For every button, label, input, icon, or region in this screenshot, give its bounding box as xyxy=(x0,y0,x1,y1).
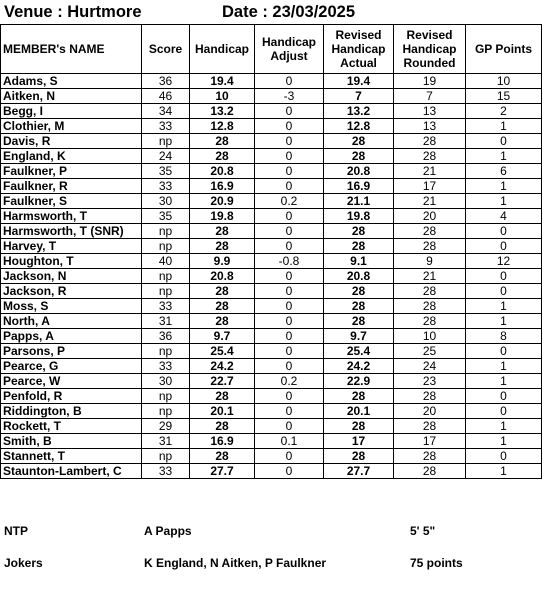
handicap-cell: 9.9 xyxy=(190,254,255,269)
revised-actual-cell: 16.9 xyxy=(324,179,394,194)
revised-rounded-cell: 28 xyxy=(394,134,466,149)
handicap-adjust-cell: 0 xyxy=(255,119,324,134)
handicap-cell: 28 xyxy=(190,149,255,164)
member-name: Riddington, B xyxy=(1,404,142,419)
revised-rounded-cell: 28 xyxy=(394,149,466,164)
gp-points-cell: 1 xyxy=(466,179,542,194)
revised-actual-cell: 28 xyxy=(324,314,394,329)
table-row xyxy=(1,344,542,359)
score-cell: np xyxy=(142,269,190,284)
member-name: Clothier, M xyxy=(1,119,142,134)
table-row xyxy=(1,374,542,389)
revised-rounded-cell: 19 xyxy=(394,74,466,89)
handicap-cell: 25.4 xyxy=(190,344,255,359)
handicap-cell: 20.1 xyxy=(190,404,255,419)
table-row xyxy=(1,359,542,374)
member-name: Staunton-Lambert, C xyxy=(1,464,142,479)
gp-points-cell: 0 xyxy=(466,344,542,359)
revised-rounded-cell: 28 xyxy=(394,224,466,239)
handicap-cell: 22.7 xyxy=(190,374,255,389)
revised-actual-cell: 20.8 xyxy=(324,269,394,284)
score-cell: 33 xyxy=(142,359,190,374)
revised-rounded-cell: 23 xyxy=(394,374,466,389)
member-name: Jackson, N xyxy=(1,269,142,284)
ntp-winner: A Papps xyxy=(144,524,192,538)
handicap-cell: 10 xyxy=(190,89,255,104)
results-body xyxy=(1,74,542,479)
handicap-cell: 13.2 xyxy=(190,104,255,119)
revised-rounded-cell: 7 xyxy=(394,89,466,104)
gp-points-cell: 1 xyxy=(466,314,542,329)
revised-rounded-cell: 20 xyxy=(394,404,466,419)
revised-actual-cell: 20.8 xyxy=(324,164,394,179)
gp-points-cell: 12 xyxy=(466,254,542,269)
gp-points-cell: 1 xyxy=(466,464,542,479)
member-name: Stannett, T xyxy=(1,449,142,464)
handicap-cell: 28 xyxy=(190,224,255,239)
score-cell: 29 xyxy=(142,419,190,434)
gp-points-cell: 15 xyxy=(466,89,542,104)
handicap-cell: 27.7 xyxy=(190,464,255,479)
gp-points-cell: 8 xyxy=(466,329,542,344)
gp-points-cell: 0 xyxy=(466,239,542,254)
handicap-cell: 28 xyxy=(190,134,255,149)
member-name: Begg, I xyxy=(1,104,142,119)
revised-rounded-cell: 10 xyxy=(394,329,466,344)
handicap-adjust-cell: 0 xyxy=(255,284,324,299)
table-row xyxy=(1,89,542,104)
table-row xyxy=(1,104,542,119)
revised-rounded-cell: 28 xyxy=(394,239,466,254)
member-name: Rockett, T xyxy=(1,419,142,434)
member-name: Pearce, G xyxy=(1,359,142,374)
handicap-cell: 28 xyxy=(190,299,255,314)
revised-actual-cell: 19.4 xyxy=(324,74,394,89)
table-row xyxy=(1,299,542,314)
table-row xyxy=(1,164,542,179)
revised-actual-cell: 27.7 xyxy=(324,464,394,479)
results-table xyxy=(0,24,542,479)
member-name: Harvey, T xyxy=(1,239,142,254)
gp-points-cell: 0 xyxy=(466,269,542,284)
revised-rounded-cell: 28 xyxy=(394,299,466,314)
handicap-adjust-cell: 0.1 xyxy=(255,434,324,449)
handicap-adjust-cell: 0 xyxy=(255,104,324,119)
table-row xyxy=(1,284,542,299)
revised-rounded-cell: 21 xyxy=(394,164,466,179)
table-row xyxy=(1,74,542,89)
score-cell: 36 xyxy=(142,329,190,344)
revised-rounded-cell: 21 xyxy=(394,194,466,209)
handicap-cell: 16.9 xyxy=(190,179,255,194)
handicap-adjust-cell: 0 xyxy=(255,404,324,419)
handicap-cell: 9.7 xyxy=(190,329,255,344)
score-cell: 33 xyxy=(142,119,190,134)
handicap-cell: 19.4 xyxy=(190,74,255,89)
revised-actual-cell: 24.2 xyxy=(324,359,394,374)
handicap-adjust-cell: 0.2 xyxy=(255,194,324,209)
handicap-adjust-cell: 0 xyxy=(255,149,324,164)
handicap-adjust-cell: 0 xyxy=(255,164,324,179)
revised-actual-cell: 28 xyxy=(324,284,394,299)
score-cell: 35 xyxy=(142,164,190,179)
table-row xyxy=(1,194,542,209)
revised-rounded-cell: 21 xyxy=(394,269,466,284)
table-row xyxy=(1,239,542,254)
member-name: Penfold, R xyxy=(1,389,142,404)
table-row xyxy=(1,449,542,464)
revised-rounded-cell: 28 xyxy=(394,419,466,434)
gp-points-cell: 1 xyxy=(466,434,542,449)
col-header-handicap-adjust: Handicap Adjust xyxy=(255,25,324,74)
handicap-cell: 19.8 xyxy=(190,209,255,224)
revised-rounded-cell: 20 xyxy=(394,209,466,224)
revised-actual-cell: 9.7 xyxy=(324,329,394,344)
member-name: Papps, A xyxy=(1,329,142,344)
revised-rounded-cell: 17 xyxy=(394,179,466,194)
gp-points-cell: 0 xyxy=(466,284,542,299)
member-name: Pearce, W xyxy=(1,374,142,389)
revised-rounded-cell: 13 xyxy=(394,119,466,134)
table-row xyxy=(1,134,542,149)
gp-points-cell: 4 xyxy=(466,209,542,224)
score-cell: 31 xyxy=(142,434,190,449)
revised-rounded-cell: 28 xyxy=(394,314,466,329)
handicap-adjust-cell: 0 xyxy=(255,134,324,149)
table-row xyxy=(1,209,542,224)
revised-actual-cell: 28 xyxy=(324,224,394,239)
handicap-cell: 28 xyxy=(190,389,255,404)
handicap-adjust-cell: 0 xyxy=(255,344,324,359)
revised-actual-cell: 28 xyxy=(324,449,394,464)
member-name: Jackson, R xyxy=(1,284,142,299)
handicap-adjust-cell: 0 xyxy=(255,299,324,314)
jokers-label: Jokers xyxy=(4,556,43,570)
handicap-adjust-cell: 0 xyxy=(255,209,324,224)
handicap-cell: 28 xyxy=(190,284,255,299)
handicap-adjust-cell: 0 xyxy=(255,179,324,194)
table-row xyxy=(1,314,542,329)
jokers-value: 75 points xyxy=(410,556,463,570)
member-name: Harmsworth, T (SNR) xyxy=(1,224,142,239)
member-name: Houghton, T xyxy=(1,254,142,269)
score-cell: 30 xyxy=(142,194,190,209)
revised-actual-cell: 28 xyxy=(324,149,394,164)
table-row xyxy=(1,119,542,134)
table-header-row xyxy=(1,25,542,74)
handicap-cell: 24.2 xyxy=(190,359,255,374)
gp-points-cell: 1 xyxy=(466,359,542,374)
score-cell: np xyxy=(142,389,190,404)
member-name: Moss, S xyxy=(1,299,142,314)
col-header-gp-points: GP Points xyxy=(466,25,542,74)
score-cell: 34 xyxy=(142,104,190,119)
handicap-adjust-cell: 0 xyxy=(255,224,324,239)
score-cell: 35 xyxy=(142,209,190,224)
score-cell: np xyxy=(142,404,190,419)
revised-rounded-cell: 28 xyxy=(394,464,466,479)
table-row xyxy=(1,434,542,449)
table-row xyxy=(1,179,542,194)
member-name: Adams, S xyxy=(1,74,142,89)
revised-actual-cell: 25.4 xyxy=(324,344,394,359)
member-name: Faulkner, P xyxy=(1,164,142,179)
gp-points-cell: 6 xyxy=(466,164,542,179)
gp-points-cell: 0 xyxy=(466,134,542,149)
score-cell: 46 xyxy=(142,89,190,104)
handicap-adjust-cell: 0 xyxy=(255,329,324,344)
venue-title: Venue : Hurtmore xyxy=(4,3,142,21)
score-cell: np xyxy=(142,449,190,464)
member-name: Smith, B xyxy=(1,434,142,449)
revised-rounded-cell: 25 xyxy=(394,344,466,359)
handicap-cell: 20.8 xyxy=(190,164,255,179)
revised-actual-cell: 19.8 xyxy=(324,209,394,224)
col-header-score: Score xyxy=(142,25,190,74)
gp-points-cell: 1 xyxy=(466,374,542,389)
handicap-adjust-cell: 0 xyxy=(255,464,324,479)
revised-actual-cell: 28 xyxy=(324,239,394,254)
date-title: Date : 23/03/2025 xyxy=(222,3,356,21)
handicap-cell: 12.8 xyxy=(190,119,255,134)
gp-points-cell: 1 xyxy=(466,419,542,434)
score-cell: 30 xyxy=(142,374,190,389)
revised-actual-cell: 28 xyxy=(324,299,394,314)
gp-points-cell: 1 xyxy=(466,299,542,314)
score-cell: np xyxy=(142,284,190,299)
handicap-adjust-cell: 0.2 xyxy=(255,374,324,389)
gp-points-cell: 0 xyxy=(466,389,542,404)
revised-actual-cell: 9.1 xyxy=(324,254,394,269)
revised-rounded-cell: 28 xyxy=(394,449,466,464)
col-header-name: MEMBER's NAME xyxy=(1,25,142,74)
score-cell: 40 xyxy=(142,254,190,269)
jokers-winners: K England, N Aitken, P Faulkner xyxy=(144,556,327,570)
handicap-cell: 28 xyxy=(190,239,255,254)
score-cell: 33 xyxy=(142,179,190,194)
revised-actual-cell: 12.8 xyxy=(324,119,394,134)
handicap-adjust-cell: -3 xyxy=(255,89,324,104)
ntp-label: NTP xyxy=(4,524,28,538)
score-cell: 24 xyxy=(142,149,190,164)
handicap-cell: 20.9 xyxy=(190,194,255,209)
revised-rounded-cell: 28 xyxy=(394,284,466,299)
handicap-adjust-cell: 0 xyxy=(255,359,324,374)
table-row xyxy=(1,149,542,164)
col-header-handicap: Handicap xyxy=(190,25,255,74)
gp-points-cell: 10 xyxy=(466,74,542,89)
revised-rounded-cell: 13 xyxy=(394,104,466,119)
table-row xyxy=(1,269,542,284)
revised-actual-cell: 28 xyxy=(324,134,394,149)
handicap-adjust-cell: 0 xyxy=(255,419,324,434)
score-cell: 33 xyxy=(142,299,190,314)
revised-rounded-cell: 9 xyxy=(394,254,466,269)
gp-points-cell: 0 xyxy=(466,404,542,419)
score-cell: np xyxy=(142,224,190,239)
handicap-adjust-cell: 0 xyxy=(255,269,324,284)
gp-points-cell: 0 xyxy=(466,449,542,464)
handicap-adjust-cell: -0.8 xyxy=(255,254,324,269)
gp-points-cell: 0 xyxy=(466,224,542,239)
score-cell: np xyxy=(142,134,190,149)
col-header-revised-rounded: Revised Handicap Rounded xyxy=(394,25,466,74)
revised-rounded-cell: 17 xyxy=(394,434,466,449)
handicap-adjust-cell: 0 xyxy=(255,74,324,89)
table-row xyxy=(1,224,542,239)
revised-actual-cell: 28 xyxy=(324,419,394,434)
handicap-cell: 28 xyxy=(190,419,255,434)
gp-points-cell: 2 xyxy=(466,104,542,119)
revised-actual-cell: 7 xyxy=(324,89,394,104)
member-name: Faulkner, R xyxy=(1,179,142,194)
revised-rounded-cell: 24 xyxy=(394,359,466,374)
member-name: England, K xyxy=(1,149,142,164)
member-name: North, A xyxy=(1,314,142,329)
table-row xyxy=(1,389,542,404)
revised-actual-cell: 17 xyxy=(324,434,394,449)
table-row xyxy=(1,404,542,419)
handicap-cell: 16.9 xyxy=(190,434,255,449)
gp-points-cell: 1 xyxy=(466,194,542,209)
handicap-adjust-cell: 0 xyxy=(255,389,324,404)
member-name: Harmsworth, T xyxy=(1,209,142,224)
handicap-adjust-cell: 0 xyxy=(255,449,324,464)
revised-actual-cell: 22.9 xyxy=(324,374,394,389)
revised-rounded-cell: 28 xyxy=(394,389,466,404)
table-row xyxy=(1,419,542,434)
score-cell: 31 xyxy=(142,314,190,329)
revised-actual-cell: 21.1 xyxy=(324,194,394,209)
table-row xyxy=(1,254,542,269)
revised-actual-cell: 28 xyxy=(324,389,394,404)
member-name: Parsons, P xyxy=(1,344,142,359)
member-name: Davis, R xyxy=(1,134,142,149)
handicap-cell: 28 xyxy=(190,314,255,329)
member-name: Faulkner, S xyxy=(1,194,142,209)
handicap-adjust-cell: 0 xyxy=(255,239,324,254)
revised-actual-cell: 13.2 xyxy=(324,104,394,119)
gp-points-cell: 1 xyxy=(466,119,542,134)
score-cell: np xyxy=(142,239,190,254)
member-name: Aitken, N xyxy=(1,89,142,104)
handicap-cell: 28 xyxy=(190,449,255,464)
handicap-adjust-cell: 0 xyxy=(255,314,324,329)
table-row xyxy=(1,329,542,344)
score-cell: 33 xyxy=(142,464,190,479)
score-cell: np xyxy=(142,344,190,359)
col-header-revised-actual: Revised Handicap Actual xyxy=(324,25,394,74)
revised-actual-cell: 20.1 xyxy=(324,404,394,419)
score-cell: 36 xyxy=(142,74,190,89)
ntp-value: 5' 5" xyxy=(410,524,436,538)
gp-points-cell: 1 xyxy=(466,149,542,164)
table-row xyxy=(1,464,542,479)
handicap-cell: 20.8 xyxy=(190,269,255,284)
